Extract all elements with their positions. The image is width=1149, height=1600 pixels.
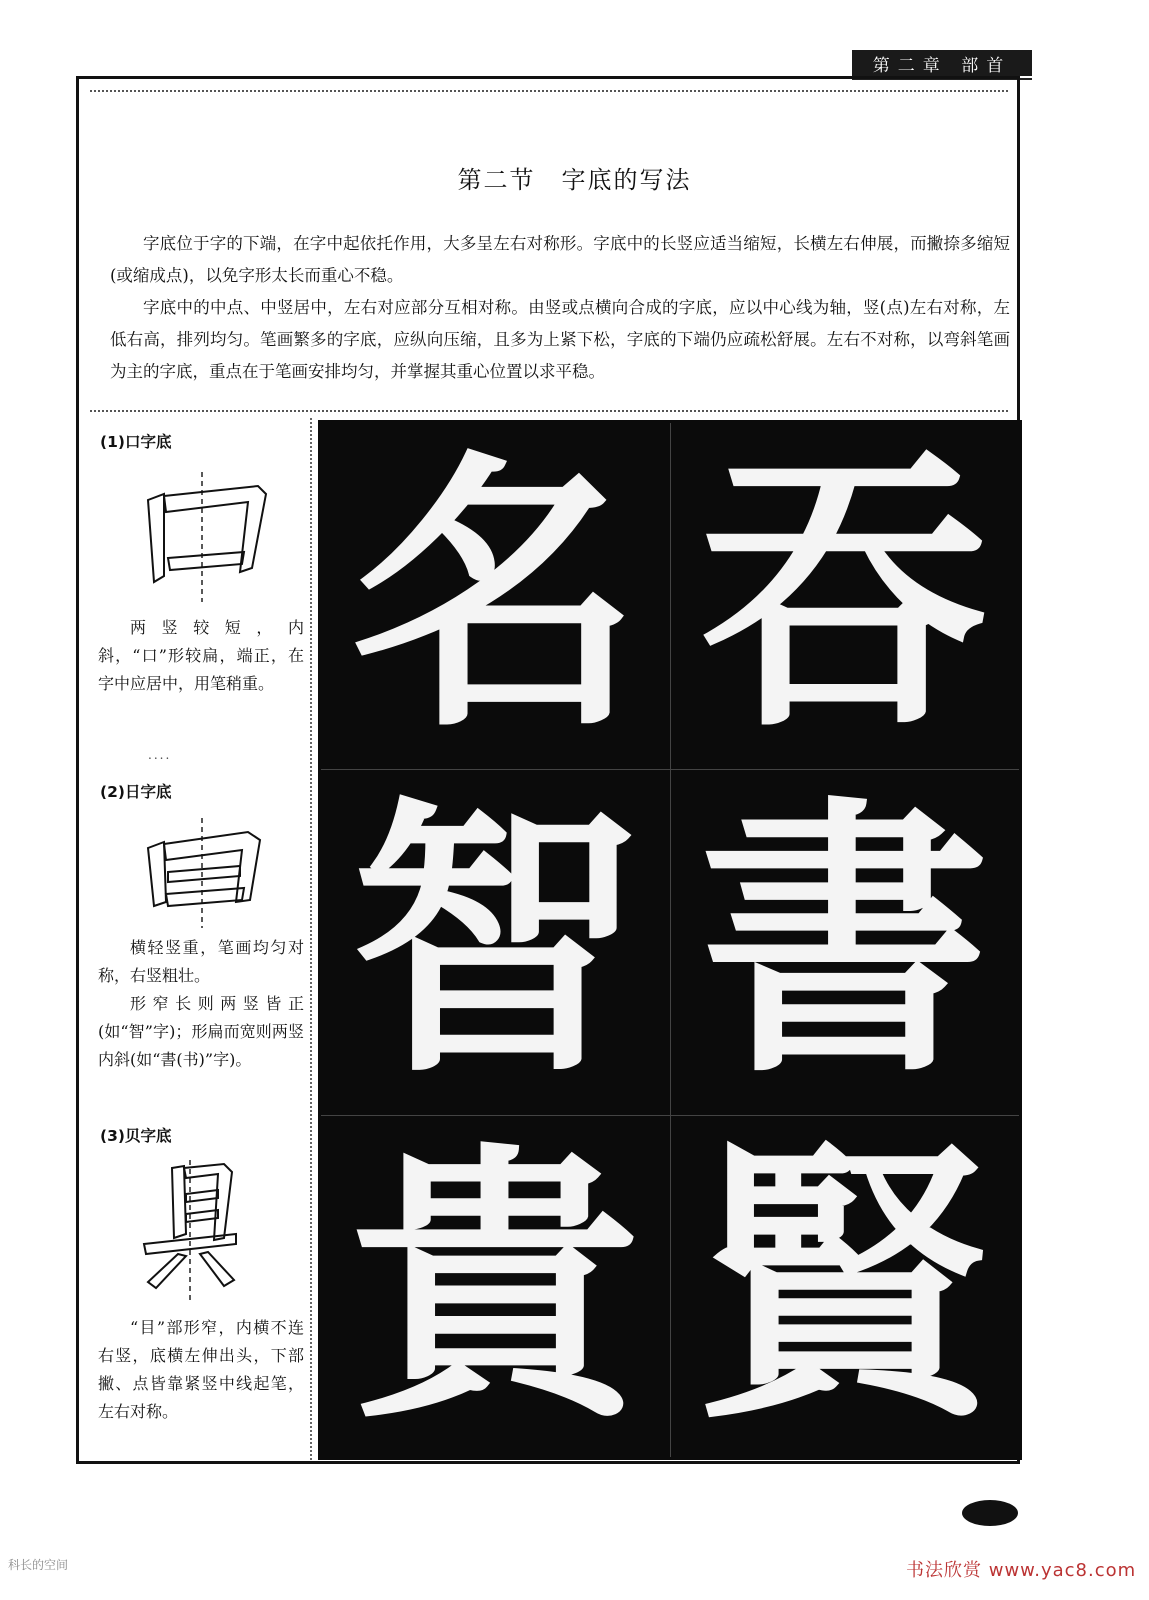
rubbing-char-ming: 名 [350,426,641,766]
section-note-bei [98,1314,304,1426]
bei-outline-diagram [138,1160,248,1300]
top-dotted-rule [90,90,1008,92]
rubbing-char-xian: 賢 [699,1118,990,1458]
page-number-marker [962,1500,1018,1526]
footer-watermark-right: 书法欣赏 www.yac8.com [906,1560,1137,1581]
intro-paragraph: 字底中的中点、中竖居中，左右对应部分互相对称。由竖或点横向合成的字底，应以中心线为轴，竖(点)左右对称，左低右高，排列均匀。笔画繁多的字底，应纵向压缩，且多为上紧下松，字底的下端仍应疏松舒展。左右不对称，以弯斜笔画为主的字底，重点在于笔画安排均匀，并掌握其重心位置以求平稳。 [110,298,1010,381]
note-paragraph: “目”部形窄，内横不连右竖，底横左伸出头，下部撇、点皆靠紧竖中线起笔，左右对称。 [98,1318,304,1421]
calligraphy-rubbing [318,420,1022,1460]
intro-paragraph: 字底位于字的下端，在字中起依托作用，大多呈左右对称形。字底中的长竖应适当缩短，长横左右伸展，而撇捺多缩短(或缩成点)，以免字形太长而重心不稳。 [110,234,1010,285]
chapter-header [852,50,1032,76]
rubbing-char-shu: 書 [699,772,990,1112]
rubbing-char-zhi: 智 [350,772,641,1112]
section-label-bei: (3)贝字底 [100,1127,172,1145]
note-paragraph: 形窄长则两竖皆正(如“智”字)；形扁而宽则两竖内斜(如“書(书)”字)。 [98,994,304,1069]
spacer-dots: .... [148,748,172,762]
section-title: 第二节 字底的写法 [457,166,692,194]
grid-line-horizontal [321,769,1019,770]
intro-text [110,228,1010,388]
grid-line-vertical [670,423,671,1457]
section-label-ri: (2)日字底 [100,783,172,801]
note-paragraph: 横轻竖重，笔画均匀对称，右竖粗壮。 [98,938,304,985]
grid-line-horizontal [321,1115,1019,1116]
section-label-kou: (1)口字底 [100,433,172,451]
note-paragraph: 两竖较短，内斜，“口”形较扁，端正，在字中应居中，用笔稍重。 [98,618,304,693]
ri-outline-diagram [138,818,278,928]
middle-dotted-rule [90,410,1008,412]
chapter-header-text: 第二章 部首 [872,55,1012,76]
section-note-kou [98,614,304,698]
footer-watermark-left: 科长的空间 [8,1558,69,1572]
section-note-ri [98,934,304,1074]
rubbing-char-gui: 貴 [350,1118,641,1458]
rubbing-char-tun: 吞 [699,426,990,766]
kou-outline-diagram [140,472,280,602]
